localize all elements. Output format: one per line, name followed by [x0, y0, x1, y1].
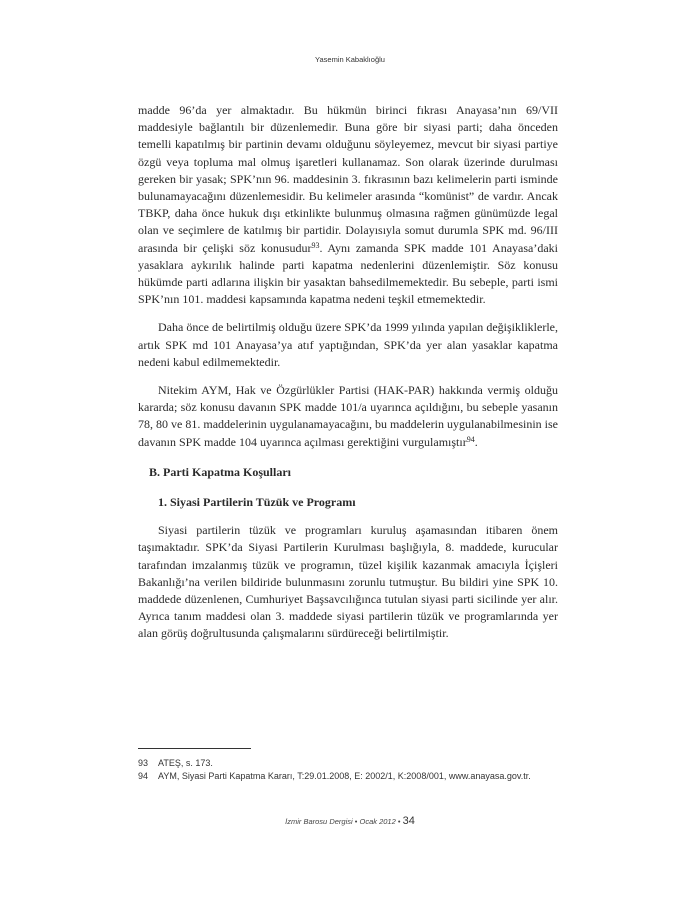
footnotes	[138, 757, 558, 782]
issue-date: Ocak 2012	[359, 817, 396, 826]
footnote-94	[138, 770, 558, 783]
footnote-text: AYM, Siyasi Parti Kapatma Kararı, T:29.01.2008, E: 2002/1, K:2008/001, www.anayasa.gov.tr.	[158, 770, 531, 781]
footnote-divider	[138, 748, 251, 749]
footer-separator: •	[354, 817, 358, 826]
paragraph-1: madde 96’da yer almaktadır. Bu hükmün birinci fıkrası Anayasa’nın 69/VII maddesiyle bağlantılı bir düzenlemedir. Buna göre bir siyasi parti; daha önceden temelli kapatılmış bir partinin devamı olduğunu söyleyemez, mevcut bir siyasi partiye özgü veya topluma mal olmuş işaretleri kullanamaz. Son olarak üzerinde durulması gereken bir yasak; SPK’nın 96. maddesinin 3. fıkrasının bazı kelimelerin parti isminde bulunamayacağını düzenlemesidir. Bu kelimeler arasında “komünist” de vardır. Ancak TBKP, daha önce hukuk dışı etkinlikte bulunmuş olmasına rağmen günümüzde legal olan ve seçimlere de katılmış bir partidir. Dolayısıyla somut durumla SPK md. 96/III arasında bir çelişki söz konusudur$^{93}$. Aynı zamanda SPK madde 101 Anayasa’daki yasaklara aykırılık halinde parti kapatma nedenlerini düzenlemiştir. Söz konusu hükümde parti adlarına ilişkin bir yasaktan bahsedilmemektedir. Bu sebeple, parti ismi SPK’nın 101. maddesi kapsamında kapatma nedeni teşkil etmemektedir.	[138, 103, 559, 307]
footnote-number: 94	[138, 770, 149, 781]
footnote-93	[138, 757, 558, 770]
footnote-ref-93: 93	[311, 240, 320, 250]
running-footer	[0, 815, 700, 827]
subsection-heading-1: 1. Siyasi Partilerin Tüzük ve Programı	[158, 495, 356, 510]
paragraph-3: Nitekim AYM, Hak ve Özgürlükler Partisi (HAK-PAR) hakkında vermiş olduğu kararda; söz konusu davanın SPK madde 101/a uyarınca açıldığını, bu sebeple yasanın 78, 80 ve 81. maddelerinin uygulanamayacağını, bu maddelerin uygulanabilmesinin ise davanın SPK madde 104 uyarınca açılması gerektiğini vurgulamıştır$^{94}$.	[138, 383, 558, 449]
footnote-number: 93	[138, 758, 149, 768]
footnote-text: ATEŞ, s. 173.	[158, 758, 213, 768]
journal-name: İzmir Barosu Dergisi	[285, 817, 353, 826]
running-header	[0, 55, 700, 64]
paragraph-2: Daha önce de belirtilmiş olduğu üzere SPK’da 1999 yılında yapılan değişikliklerle, artık SPK md 101 Anayasa’ya atıf yaptığından, SPK’da yer alan yasaklar kapatma nedeni kabul edilmemektedir.	[138, 320, 558, 369]
paragraph-4: Siyasi partilerin tüzük ve programları kuruluş aşamasından itibaren önem taşımaktadır. SPK’da Siyasi Partilerin Kurulması başlığıyla, 8. maddede, kurucular tarafından imzalanmış tüzük ve programın, tüzel kişilik kazanmak amacıyla İçişleri Bakanlığı’na verilen bildiride bulunmasını zorunlu tutmuştur. Bu bildiri yine SPK 10. maddede düzenlenen, Cumhuriyet Başsavcılığınca tutulan siyasi parti sicilinde yer alır. Ayrıca tanım maddesi olan 3. maddede siyasi partilerin tüzük ve programlarında yer alan görüş doğrultusunda çalışmalarını sürdüreceği belirtilmiştir.	[138, 523, 558, 641]
footnote-ref-94: 94	[466, 434, 475, 444]
page-body	[138, 102, 558, 643]
section-heading-b: B. Parti Kapatma Koşulları	[149, 464, 291, 479]
page-number: 34	[402, 815, 415, 827]
author-name: Yasemin Kabaklıoğlu	[315, 55, 385, 64]
footer-separator: •	[397, 817, 401, 826]
